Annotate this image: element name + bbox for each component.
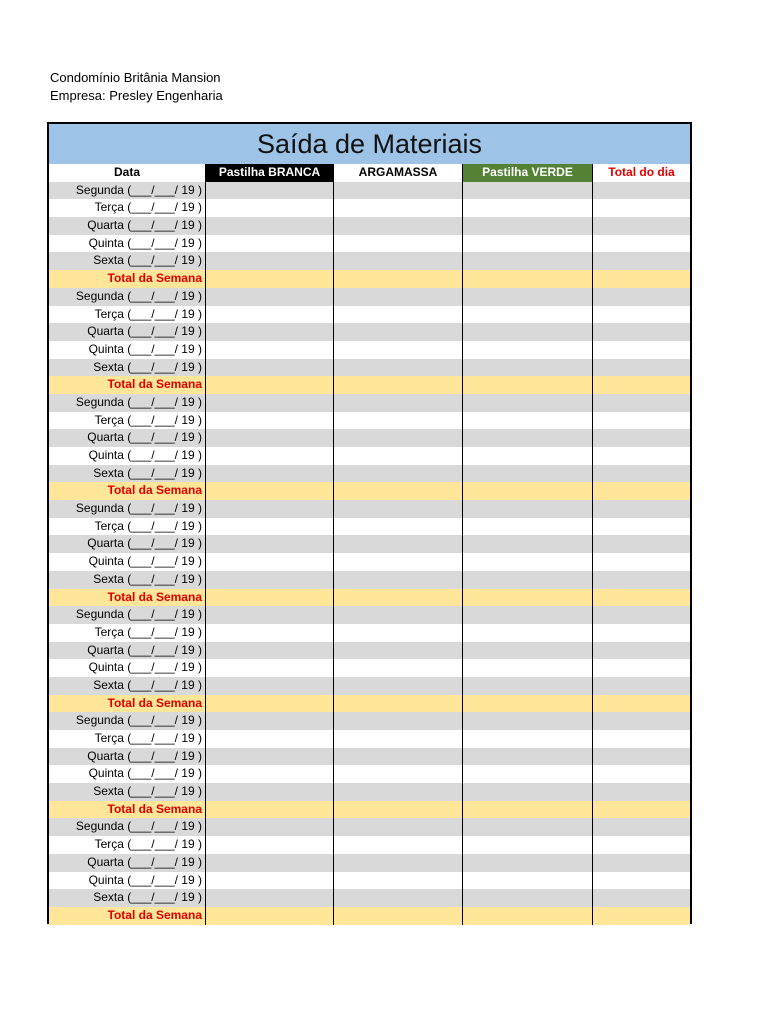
argamassa-cell[interactable] <box>334 889 463 907</box>
total-do-dia-cell[interactable] <box>593 252 690 270</box>
pastilha-branca-cell[interactable] <box>206 748 334 766</box>
day-label: Quinta (___/___/ 19 ) <box>49 447 206 465</box>
total-do-dia-cell[interactable] <box>593 447 690 465</box>
day-label: Terça (___/___/ 19 ) <box>49 624 206 642</box>
pastilha-branca-cell[interactable] <box>206 765 334 783</box>
argamassa-cell[interactable] <box>334 571 463 589</box>
total-do-dia-cell[interactable] <box>593 677 690 695</box>
total-do-dia-cell[interactable] <box>593 801 690 819</box>
total-do-dia-cell[interactable] <box>593 465 690 483</box>
pastilha-branca-cell[interactable] <box>206 518 334 536</box>
header-data: Data <box>49 164 206 182</box>
total-do-dia-cell[interactable] <box>593 872 690 890</box>
pastilha-verde-cell[interactable] <box>463 783 593 801</box>
argamassa-cell[interactable] <box>334 872 463 890</box>
pastilha-branca-cell[interactable] <box>206 323 334 341</box>
argamassa-cell[interactable] <box>334 429 463 447</box>
pastilha-verde-cell[interactable] <box>463 642 593 660</box>
day-label: Sexta (___/___/ 19 ) <box>49 359 206 377</box>
day-label: Terça (___/___/ 19 ) <box>49 836 206 854</box>
header-pastilha-branca: Pastilha BRANCA <box>206 164 334 182</box>
pastilha-verde-cell[interactable] <box>463 677 593 695</box>
week-total-label: Total da Semana <box>49 376 206 394</box>
total-do-dia-cell[interactable] <box>593 571 690 589</box>
argamassa-cell[interactable] <box>334 288 463 306</box>
total-do-dia-cell[interactable] <box>593 500 690 518</box>
pastilha-verde-cell[interactable] <box>463 854 593 872</box>
day-label: Quarta (___/___/ 19 ) <box>49 535 206 553</box>
argamassa-cell[interactable] <box>334 199 463 217</box>
header-total-do-dia: Total do dia <box>608 165 675 179</box>
total-do-dia-cell[interactable] <box>593 182 690 200</box>
pastilha-branca-cell[interactable] <box>206 376 334 394</box>
day-label: Sexta (___/___/ 19 ) <box>49 889 206 907</box>
day-label: Terça (___/___/ 19 ) <box>49 412 206 430</box>
sheet-title: Saída de Materiais <box>49 124 690 164</box>
pastilha-branca-cell[interactable] <box>206 872 334 890</box>
day-label: Terça (___/___/ 19 ) <box>49 306 206 324</box>
argamassa-cell[interactable] <box>334 465 463 483</box>
pastilha-branca-cell[interactable] <box>206 447 334 465</box>
total-do-dia-cell[interactable] <box>593 589 690 607</box>
argamassa-cell[interactable] <box>334 907 463 925</box>
total-do-dia-cell[interactable] <box>593 217 690 235</box>
pastilha-branca-cell[interactable] <box>206 730 334 748</box>
pastilha-verde-cell[interactable] <box>463 323 593 341</box>
argamassa-cell[interactable] <box>334 606 463 624</box>
pastilha-verde-cell[interactable] <box>463 500 593 518</box>
pastilha-branca-cell[interactable] <box>206 624 334 642</box>
argamassa-cell[interactable] <box>334 482 463 500</box>
pastilha-branca-cell[interactable] <box>206 482 334 500</box>
pastilha-verde-cell[interactable] <box>463 553 593 571</box>
total-do-dia-cell[interactable] <box>593 907 690 925</box>
day-label: Segunda (___/___/ 19 ) <box>49 394 206 412</box>
argamassa-cell[interactable] <box>334 252 463 270</box>
pastilha-verde-cell[interactable] <box>463 535 593 553</box>
total-do-dia-cell[interactable] <box>593 235 690 253</box>
pastilha-verde-cell[interactable] <box>463 359 593 377</box>
pastilha-branca-cell[interactable] <box>206 571 334 589</box>
total-do-dia-cell[interactable] <box>593 712 690 730</box>
day-label: Terça (___/___/ 19 ) <box>49 199 206 217</box>
pastilha-branca-cell[interactable] <box>206 818 334 836</box>
empresa-name: Empresa: Presley Engenharia <box>50 88 223 103</box>
pastilha-verde-cell[interactable] <box>463 818 593 836</box>
total-do-dia-cell[interactable] <box>593 836 690 854</box>
pastilha-verde-cell[interactable] <box>463 482 593 500</box>
pastilha-branca-cell[interactable] <box>206 500 334 518</box>
week-total-label: Total da Semana <box>49 801 206 819</box>
argamassa-cell[interactable] <box>334 553 463 571</box>
pastilha-verde-cell[interactable] <box>463 235 593 253</box>
pastilha-branca-cell[interactable] <box>206 836 334 854</box>
argamassa-cell[interactable] <box>334 235 463 253</box>
day-label: Sexta (___/___/ 19 ) <box>49 571 206 589</box>
pastilha-branca-cell[interactable] <box>206 606 334 624</box>
header-argamassa: ARGAMASSA <box>334 164 463 182</box>
argamassa-cell[interactable] <box>334 217 463 235</box>
total-do-dia-cell[interactable] <box>593 553 690 571</box>
argamassa-cell[interactable] <box>334 535 463 553</box>
pastilha-verde-cell[interactable] <box>463 801 593 819</box>
day-label: Terça (___/___/ 19 ) <box>49 730 206 748</box>
pastilha-branca-cell[interactable] <box>206 412 334 430</box>
day-label: Segunda (___/___/ 19 ) <box>49 712 206 730</box>
day-label: Quinta (___/___/ 19 ) <box>49 872 206 890</box>
pastilha-verde-cell[interactable] <box>463 341 593 359</box>
pastilha-verde-cell[interactable] <box>463 182 593 200</box>
pastilha-verde-cell[interactable] <box>463 306 593 324</box>
total-do-dia-cell[interactable] <box>593 695 690 713</box>
argamassa-cell[interactable] <box>334 394 463 412</box>
day-label: Quinta (___/___/ 19 ) <box>49 659 206 677</box>
pastilha-verde-cell[interactable] <box>463 889 593 907</box>
total-do-dia-cell[interactable] <box>593 412 690 430</box>
argamassa-cell[interactable] <box>334 341 463 359</box>
pastilha-verde-cell[interactable] <box>463 288 593 306</box>
week-total-label: Total da Semana <box>49 482 206 500</box>
argamassa-cell[interactable] <box>334 783 463 801</box>
week-total-label: Total da Semana <box>49 589 206 607</box>
pastilha-verde-cell[interactable] <box>463 518 593 536</box>
pastilha-verde-cell[interactable] <box>463 872 593 890</box>
pastilha-verde-cell[interactable] <box>463 907 593 925</box>
total-do-dia-cell[interactable] <box>593 199 690 217</box>
pastilha-branca-cell[interactable] <box>206 199 334 217</box>
pastilha-branca-cell[interactable] <box>206 306 334 324</box>
pastilha-branca-cell[interactable] <box>206 465 334 483</box>
pastilha-branca-cell[interactable] <box>206 270 334 288</box>
pastilha-verde-cell[interactable] <box>463 252 593 270</box>
pastilha-verde-cell[interactable] <box>463 217 593 235</box>
pastilha-verde-cell[interactable] <box>463 730 593 748</box>
argamassa-cell[interactable] <box>334 323 463 341</box>
condominio-name: Condomínio Britânia Mansion <box>50 70 221 85</box>
day-label: Quarta (___/___/ 19 ) <box>49 429 206 447</box>
argamassa-cell[interactable] <box>334 712 463 730</box>
pastilha-verde-cell[interactable] <box>463 465 593 483</box>
pastilha-verde-cell[interactable] <box>463 412 593 430</box>
total-do-dia-cell[interactable] <box>593 854 690 872</box>
day-label: Quinta (___/___/ 19 ) <box>49 341 206 359</box>
pastilha-branca-cell[interactable] <box>206 252 334 270</box>
day-label: Segunda (___/___/ 19 ) <box>49 182 206 200</box>
day-label: Terça (___/___/ 19 ) <box>49 518 206 536</box>
day-label: Quarta (___/___/ 19 ) <box>49 217 206 235</box>
materials-grid <box>49 164 690 925</box>
total-do-dia-cell[interactable] <box>593 341 690 359</box>
argamassa-cell[interactable] <box>334 624 463 642</box>
pastilha-verde-cell[interactable] <box>463 589 593 607</box>
pastilha-verde-cell[interactable] <box>463 270 593 288</box>
argamassa-cell[interactable] <box>334 677 463 695</box>
total-do-dia-cell[interactable] <box>593 429 690 447</box>
pastilha-branca-cell[interactable] <box>206 288 334 306</box>
pastilha-branca-cell[interactable] <box>206 535 334 553</box>
pastilha-branca-cell[interactable] <box>206 677 334 695</box>
pastilha-verde-cell[interactable] <box>463 659 593 677</box>
pastilha-branca-cell[interactable] <box>206 182 334 200</box>
pastilha-branca-cell[interactable] <box>206 801 334 819</box>
day-label: Quinta (___/___/ 19 ) <box>49 235 206 253</box>
day-label: Segunda (___/___/ 19 ) <box>49 288 206 306</box>
argamassa-cell[interactable] <box>334 447 463 465</box>
total-do-dia-cell[interactable] <box>593 730 690 748</box>
argamassa-cell[interactable] <box>334 659 463 677</box>
pastilha-verde-cell[interactable] <box>463 712 593 730</box>
pastilha-verde-cell[interactable] <box>463 376 593 394</box>
day-label: Quarta (___/___/ 19 ) <box>49 323 206 341</box>
day-label: Quinta (___/___/ 19 ) <box>49 765 206 783</box>
pastilha-branca-cell[interactable] <box>206 589 334 607</box>
argamassa-cell[interactable] <box>334 589 463 607</box>
company-info <box>50 69 223 105</box>
pastilha-verde-cell[interactable] <box>463 624 593 642</box>
pastilha-branca-cell[interactable] <box>206 712 334 730</box>
day-label: Quarta (___/___/ 19 ) <box>49 854 206 872</box>
argamassa-cell[interactable] <box>334 854 463 872</box>
argamassa-cell[interactable] <box>334 182 463 200</box>
argamassa-cell[interactable] <box>334 518 463 536</box>
day-label: Sexta (___/___/ 19 ) <box>49 677 206 695</box>
argamassa-cell[interactable] <box>334 412 463 430</box>
pastilha-verde-cell[interactable] <box>463 836 593 854</box>
pastilha-verde-cell[interactable] <box>463 199 593 217</box>
total-do-dia-cell[interactable] <box>593 818 690 836</box>
total-do-dia-cell[interactable] <box>593 659 690 677</box>
argamassa-cell[interactable] <box>334 642 463 660</box>
pastilha-branca-cell[interactable] <box>206 341 334 359</box>
pastilha-verde-cell[interactable] <box>463 571 593 589</box>
pastilha-branca-cell[interactable] <box>206 394 334 412</box>
total-do-dia-cell[interactable] <box>593 359 690 377</box>
argamassa-cell[interactable] <box>334 359 463 377</box>
pastilha-branca-cell[interactable] <box>206 783 334 801</box>
total-do-dia-cell[interactable] <box>593 783 690 801</box>
pastilha-branca-cell[interactable] <box>206 359 334 377</box>
day-label: Sexta (___/___/ 19 ) <box>49 252 206 270</box>
argamassa-cell[interactable] <box>334 801 463 819</box>
argamassa-cell[interactable] <box>334 765 463 783</box>
day-label: Quinta (___/___/ 19 ) <box>49 553 206 571</box>
total-do-dia-cell[interactable] <box>593 270 690 288</box>
total-do-dia-cell[interactable] <box>593 394 690 412</box>
total-do-dia-cell[interactable] <box>593 518 690 536</box>
argamassa-cell[interactable] <box>334 730 463 748</box>
argamassa-cell[interactable] <box>334 748 463 766</box>
total-do-dia-cell[interactable] <box>593 323 690 341</box>
header-pastilha-verde: Pastilha VERDE <box>463 164 593 182</box>
day-label: Sexta (___/___/ 19 ) <box>49 465 206 483</box>
total-do-dia-cell[interactable] <box>593 748 690 766</box>
total-do-dia-cell[interactable] <box>593 376 690 394</box>
pastilha-branca-cell[interactable] <box>206 854 334 872</box>
pastilha-branca-cell[interactable] <box>206 217 334 235</box>
total-do-dia-cell[interactable] <box>593 306 690 324</box>
argamassa-cell[interactable] <box>334 836 463 854</box>
week-total-label: Total da Semana <box>49 270 206 288</box>
pastilha-verde-cell[interactable] <box>463 606 593 624</box>
materials-sheet <box>47 122 692 924</box>
argamassa-cell[interactable] <box>334 306 463 324</box>
pastilha-branca-cell[interactable] <box>206 553 334 571</box>
total-do-dia-cell[interactable] <box>593 889 690 907</box>
week-total-label: Total da Semana <box>49 907 206 925</box>
total-do-dia-cell[interactable] <box>593 482 690 500</box>
pastilha-branca-cell[interactable] <box>206 695 334 713</box>
pastilha-branca-cell[interactable] <box>206 235 334 253</box>
total-do-dia-cell[interactable] <box>593 642 690 660</box>
argamassa-cell[interactable] <box>334 270 463 288</box>
day-label: Sexta (___/___/ 19 ) <box>49 783 206 801</box>
pastilha-branca-cell[interactable] <box>206 642 334 660</box>
pastilha-branca-cell[interactable] <box>206 659 334 677</box>
day-label: Segunda (___/___/ 19 ) <box>49 818 206 836</box>
pastilha-branca-cell[interactable] <box>206 907 334 925</box>
argamassa-cell[interactable] <box>334 818 463 836</box>
total-do-dia-cell[interactable] <box>593 765 690 783</box>
week-total-label: Total da Semana <box>49 695 206 713</box>
total-do-dia-cell[interactable] <box>593 606 690 624</box>
day-label: Segunda (___/___/ 19 ) <box>49 500 206 518</box>
pastilha-verde-cell[interactable] <box>463 695 593 713</box>
total-do-dia-cell[interactable] <box>593 535 690 553</box>
day-label: Quarta (___/___/ 19 ) <box>49 642 206 660</box>
argamassa-cell[interactable] <box>334 376 463 394</box>
day-label: Segunda (___/___/ 19 ) <box>49 606 206 624</box>
pastilha-verde-cell[interactable] <box>463 748 593 766</box>
total-do-dia-cell[interactable] <box>593 624 690 642</box>
pastilha-verde-cell[interactable] <box>463 429 593 447</box>
day-label: Quarta (___/___/ 19 ) <box>49 748 206 766</box>
total-do-dia-cell[interactable] <box>593 288 690 306</box>
pastilha-verde-cell[interactable] <box>463 765 593 783</box>
pastilha-branca-cell[interactable] <box>206 429 334 447</box>
pastilha-verde-cell[interactable] <box>463 394 593 412</box>
argamassa-cell[interactable] <box>334 500 463 518</box>
pastilha-verde-cell[interactable] <box>463 447 593 465</box>
pastilha-branca-cell[interactable] <box>206 889 334 907</box>
argamassa-cell[interactable] <box>334 695 463 713</box>
